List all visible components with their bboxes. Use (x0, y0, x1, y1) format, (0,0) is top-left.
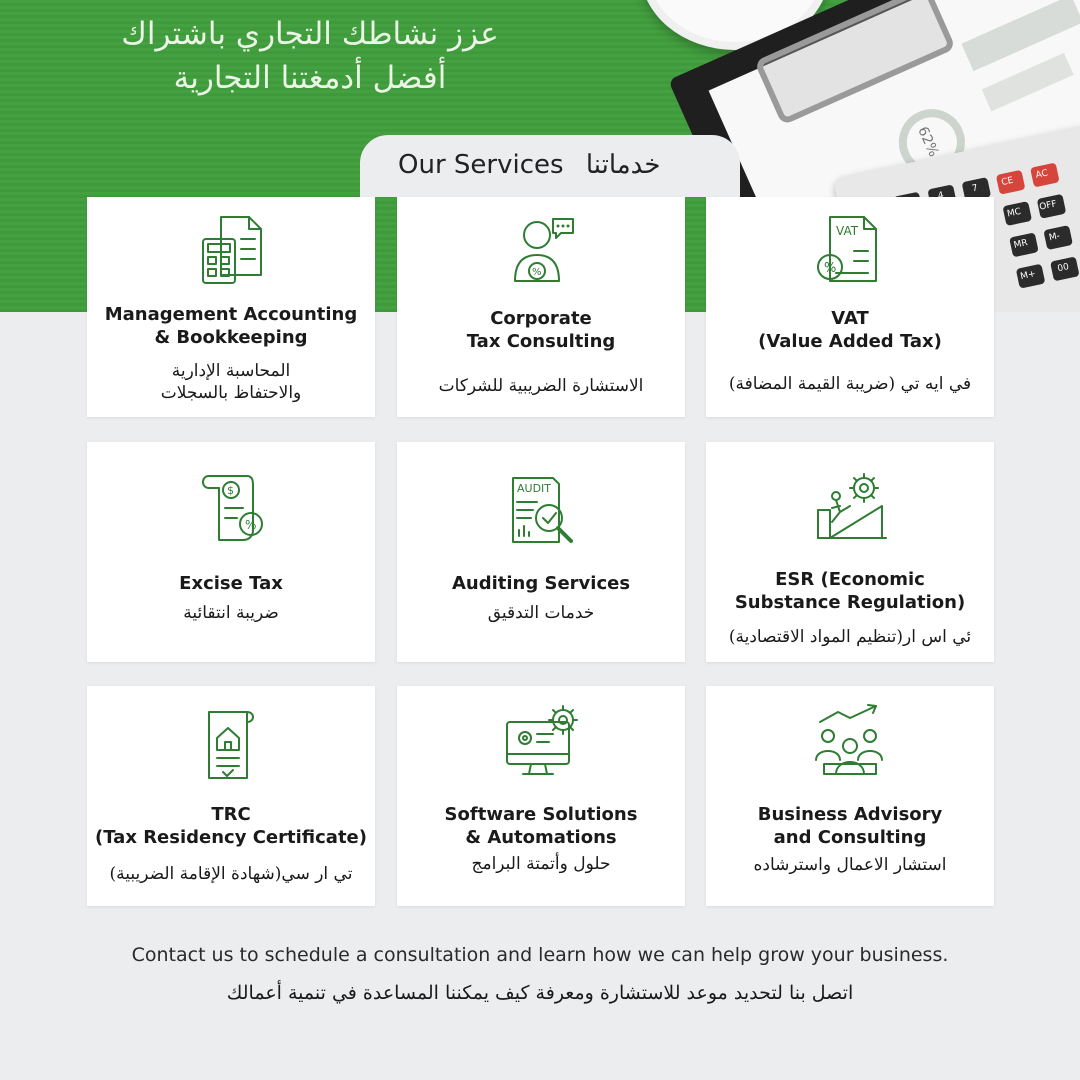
card-title-ar-line1: ضريبة انتقائية (183, 603, 279, 623)
service-card-business-advisory[interactable] (706, 686, 994, 906)
card-title-en-line1: Management Accounting (104, 304, 358, 325)
service-card-auditing[interactable] (397, 442, 685, 662)
card-title-en-line2: Substance Regulation) (734, 592, 966, 613)
calc-key-label: MC (1006, 206, 1023, 220)
card-title-ar-line1: استشار الاعمال واسترشاده (753, 855, 947, 875)
card-title-ar-line1: خدمات التدقيق (487, 603, 595, 623)
card-title-en-line1: Auditing Services (451, 573, 631, 594)
svg-text:%: % (532, 267, 542, 278)
card-title-en-line2: & Automations (465, 827, 617, 848)
service-card-software[interactable] (397, 686, 685, 906)
calc-key-label: CE (1000, 175, 1015, 189)
tax-consultant-icon (501, 211, 581, 291)
section-title-en: Our Services (398, 150, 564, 180)
card-title-ar-line2: والاحتفاظ بالسجلات (160, 383, 302, 403)
footer-cta-ar: اتصل بنا لتحديد موعد للاستشارة ومعرفة كيف يمكننا المساعدة في تنمية أعمالك (226, 982, 854, 1004)
section-title-ar: خدماتنا (585, 150, 661, 180)
residency-certificate-icon (191, 704, 271, 784)
card-title-en-line1: Software Solutions (444, 804, 638, 825)
svg-text:%: % (245, 518, 257, 532)
calc-key-label: AC (1034, 168, 1049, 181)
audit-icon-label: AUDIT (517, 482, 552, 495)
card-title-en-line2: (Value Added Tax) (758, 331, 942, 352)
excise-tax-receipt-icon (191, 466, 271, 546)
card-title-en-line2: and Consulting (773, 827, 927, 848)
vat-icon-label: VAT (836, 224, 859, 238)
accounting-calculator-icon (191, 211, 271, 291)
card-title-ar-line1: المحاسبة الإدارية (171, 361, 291, 381)
card-title-en-line2: (Tax Residency Certificate) (94, 827, 367, 848)
card-title-en-line1: ESR (Economic (775, 569, 925, 590)
service-card-vat[interactable] (706, 197, 994, 417)
card-title-en-line1: Excise Tax (179, 573, 283, 594)
calc-key-label: 00 (1056, 262, 1071, 275)
service-card-esr[interactable] (706, 442, 994, 662)
calc-key-label: 7 (971, 183, 979, 195)
business-advisory-team-icon (810, 700, 890, 780)
card-title-en-line1: Corporate (490, 308, 592, 329)
hero-title-line2: أفضل أدمغتنا التجارية (173, 60, 447, 96)
svg-text:$: $ (227, 484, 234, 497)
service-card-excise-tax[interactable] (87, 442, 375, 662)
service-card-corporate-tax[interactable] (397, 197, 685, 417)
card-title-en-line1: VAT (831, 308, 869, 329)
card-title-en-line1: Business Advisory (757, 804, 943, 825)
section-title (398, 150, 674, 180)
calc-key-label: MR (1012, 238, 1029, 251)
hero-title (110, 12, 510, 100)
calc-key-label: OFF (1038, 199, 1058, 213)
audit-document-icon (501, 472, 581, 552)
card-title-en-line2: Tax Consulting (466, 331, 616, 352)
calc-key-label: M- (1048, 231, 1061, 244)
card-title-ar-line1: ئي اس ار(تنظيم المواد الاقتصادية) (728, 627, 972, 647)
footer-cta-en: Contact us to schedule a consultation and learn how we can help grow your business. (131, 944, 949, 966)
service-card-management-accounting[interactable] (87, 197, 375, 417)
svg-text:%: % (824, 261, 837, 276)
esr-gear-climb-icon (810, 466, 890, 546)
software-monitor-gear-icon (501, 702, 581, 782)
card-title-en-line2: & Bookkeeping (154, 327, 308, 348)
paper-percent: 62% (914, 124, 942, 160)
calc-key-label: M+ (1019, 269, 1037, 283)
card-title-ar-line1: تي ار سي(شهادة الإقامة الضريبية) (109, 864, 353, 884)
card-title-ar-line1: حلول وأتمتة البرامج (471, 854, 611, 874)
service-card-trc[interactable] (87, 686, 375, 906)
card-title-ar-line1: في ايه تي (ضريبة القيمة المضافة) (728, 374, 972, 394)
card-title-ar-line1: الاستشارة الضريبية للشركات (438, 376, 644, 396)
vat-document-icon (810, 211, 890, 291)
card-title-en-line1: TRC (211, 804, 251, 825)
hero-title-line1: عزز نشاطك التجاري باشتراك (121, 16, 499, 52)
